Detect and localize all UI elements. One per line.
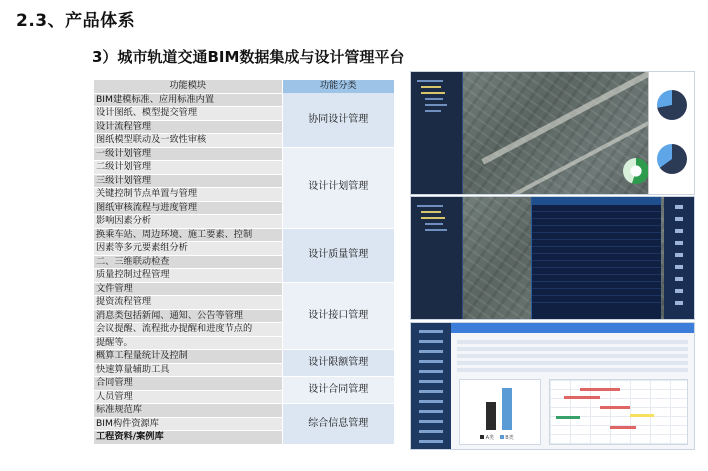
calendar-event[interactable] (600, 406, 630, 409)
table-row (94, 147, 394, 161)
calendar-event[interactable] (580, 388, 620, 391)
model-tree-panel[interactable] (411, 197, 463, 319)
screenshot-3d-city-dashboard (410, 71, 695, 195)
module-item: 标准规范库 (94, 404, 282, 418)
category-cell: 设计质量管理 (282, 228, 394, 282)
module-item: 设计图纸、模型提交管理 (94, 107, 282, 121)
module-item: 提醒等。 (94, 336, 282, 350)
calendar-event[interactable] (564, 396, 600, 399)
calendar-event[interactable] (556, 416, 580, 419)
page-subtitle: 3）城市轨道交通BIM数据集成与设计管理平台 (92, 48, 405, 66)
category-cell: 协同设计管理 (282, 93, 394, 147)
module-item: 工程资料/案例库 (94, 431, 282, 445)
module-item: BIM建模标准、应用标准内置 (94, 93, 282, 107)
category-cell: 设计合同管理 (282, 377, 394, 404)
table-row (94, 282, 394, 296)
calendar-view[interactable] (549, 379, 688, 445)
module-item: 图纸模型联动及一致性审核 (94, 134, 282, 148)
bar-dark (486, 402, 496, 430)
function-table (94, 80, 394, 445)
side-menu[interactable] (664, 197, 694, 319)
bar-chart-card (459, 379, 541, 445)
module-item: 消息类包括新闻、通知、公告等管理 (94, 309, 282, 323)
header-function-module: 功能模块 (94, 80, 282, 93)
module-item: 会议提醒、流程批办提醒和进度节点的 (94, 323, 282, 337)
category-cell: 设计计划管理 (282, 147, 394, 228)
bar-blue (502, 388, 512, 430)
category-cell: 设计限额管理 (282, 350, 394, 377)
module-item: 影响因素分析 (94, 215, 282, 229)
pie-chart (657, 144, 687, 174)
app-sidebar[interactable] (411, 323, 451, 449)
legend-a: A类 (485, 435, 495, 441)
green-pie-chart (623, 158, 649, 184)
table-row (94, 404, 394, 418)
table-row (94, 228, 394, 242)
module-item: 二级计划管理 (94, 161, 282, 175)
module-item: 因素等多元要素组分析 (94, 242, 282, 256)
record-table[interactable] (457, 337, 688, 373)
module-item: 文件管理 (94, 282, 282, 296)
category-cell: 设计接口管理 (282, 282, 394, 350)
data-grid-panel[interactable] (531, 197, 661, 319)
table-row (94, 350, 394, 364)
module-item: 二、三维联动检查 (94, 255, 282, 269)
module-item: 提资流程管理 (94, 296, 282, 310)
statistics-panel (648, 72, 694, 194)
module-item: 关键控制节点单置与管理 (94, 188, 282, 202)
section-title: 2.3、产品体系 (16, 11, 136, 31)
module-item: 快速算量辅助工具 (94, 363, 282, 377)
table-row (94, 93, 394, 107)
screenshot-management-app (410, 322, 695, 450)
table-row (94, 377, 394, 391)
module-item: 人员管理 (94, 390, 282, 404)
module-item: 三级计划管理 (94, 174, 282, 188)
pie-chart (657, 90, 687, 120)
module-item: BIM构件资源库 (94, 417, 282, 431)
screenshot-data-grid (410, 196, 695, 320)
model-tree-panel[interactable] (411, 72, 463, 194)
module-item: 换乘车站、周边环境、施工要素、控制 (94, 228, 282, 242)
module-item: 质量控制过程管理 (94, 269, 282, 283)
app-header-bar (451, 323, 694, 333)
module-item: 概算工程量统计及控制 (94, 350, 282, 364)
module-item: 设计流程管理 (94, 120, 282, 134)
header-function-category: 功能分类 (282, 80, 394, 93)
category-cell: 综合信息管理 (282, 404, 394, 445)
legend-b: B类 (505, 435, 514, 441)
chart-legend (480, 434, 514, 441)
calendar-event[interactable] (630, 414, 654, 417)
module-item: 合同管理 (94, 377, 282, 391)
calendar-event[interactable] (610, 426, 636, 429)
module-item: 图纸审核流程与进度管理 (94, 201, 282, 215)
module-item: 一级计划管理 (94, 147, 282, 161)
